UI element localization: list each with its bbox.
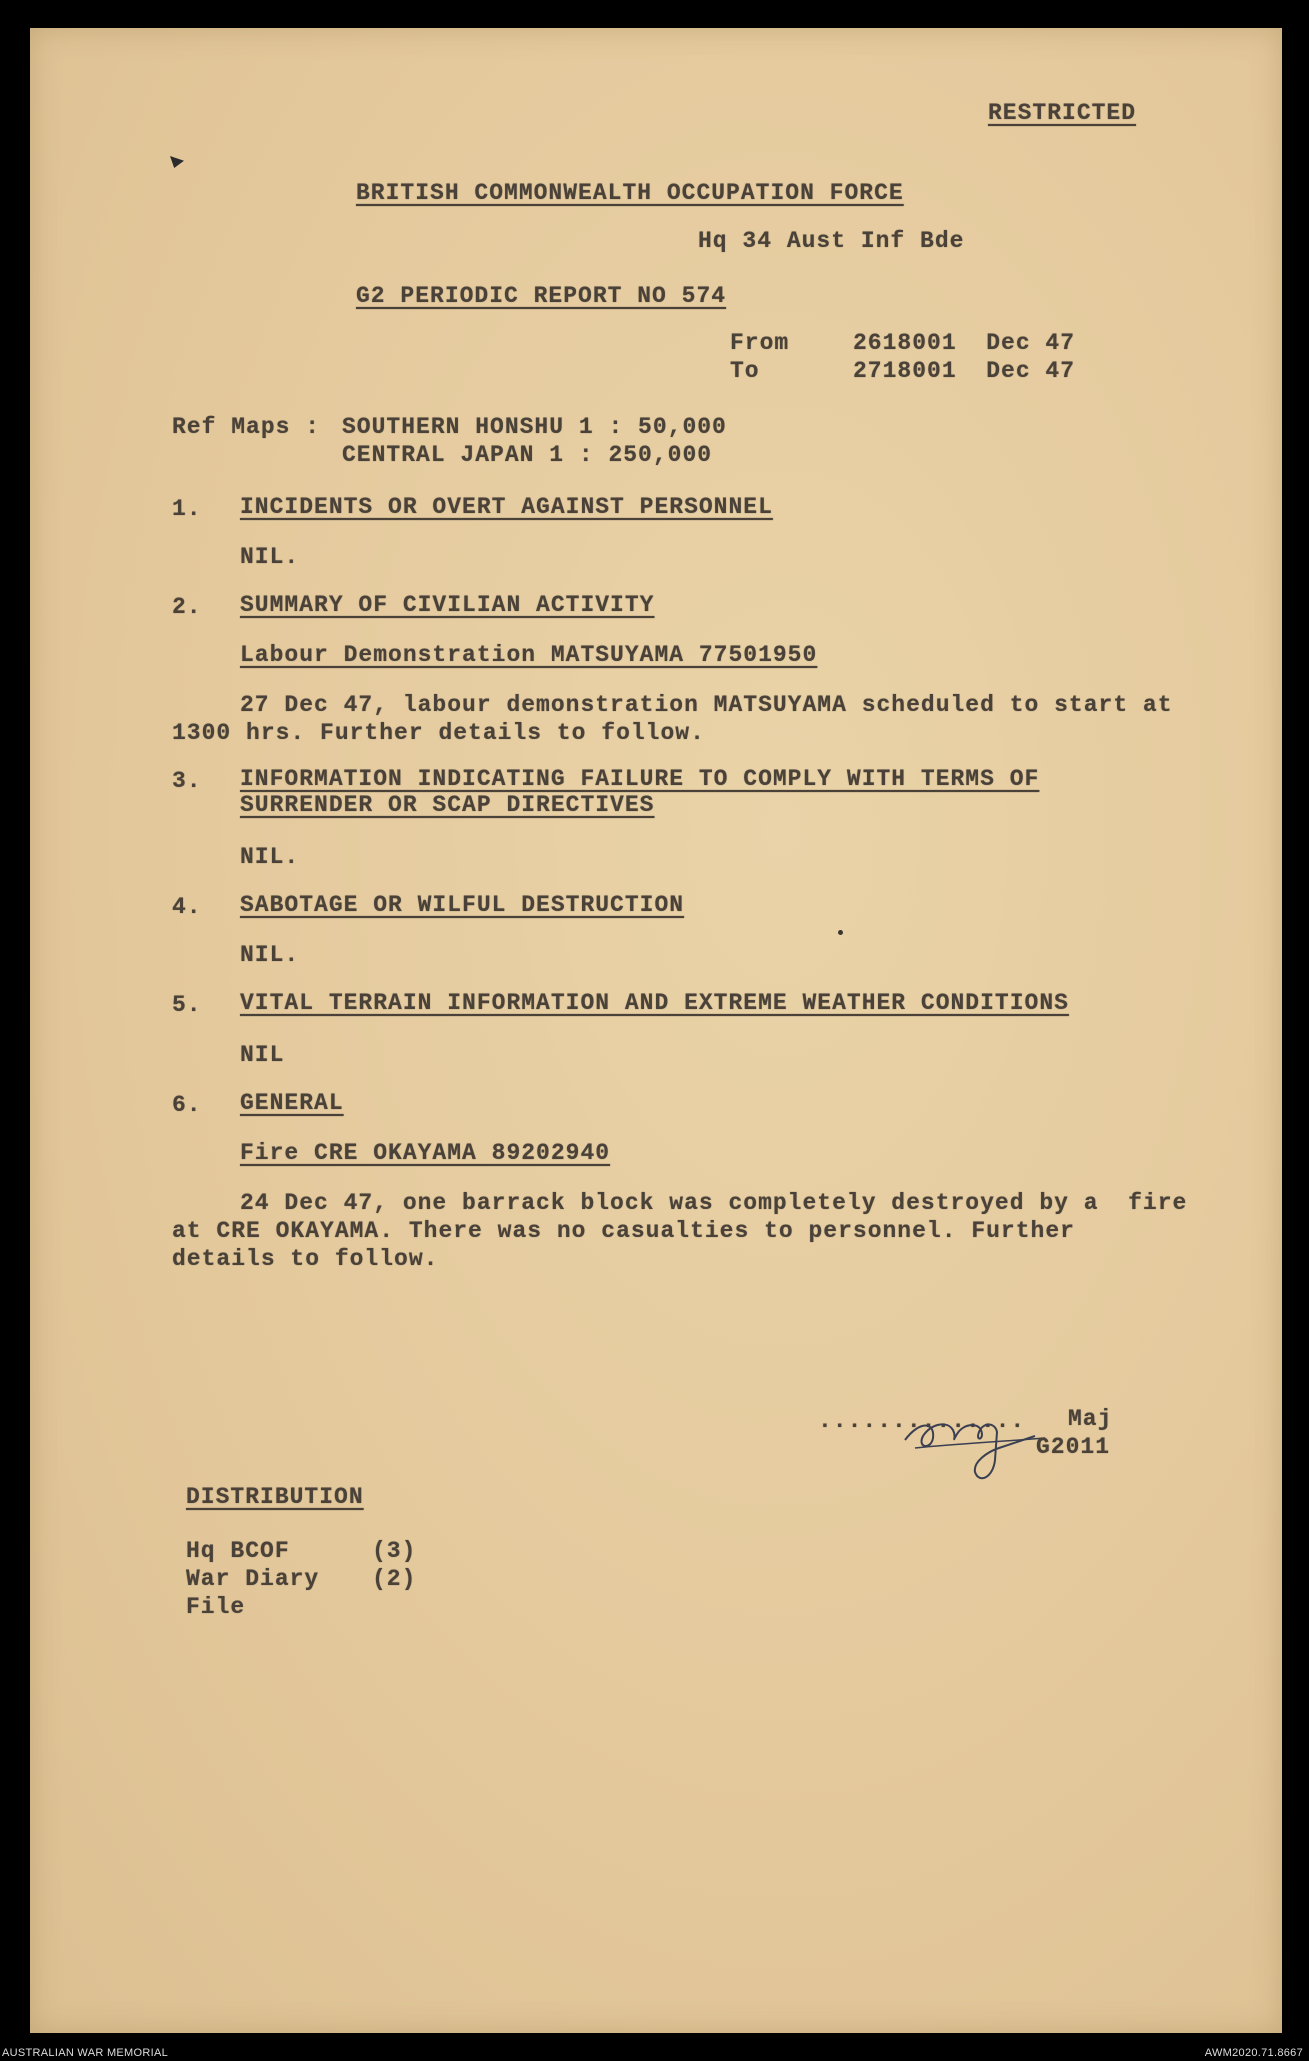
section-3-heading-line1: INFORMATION INDICATING FAILURE TO COMPLY WITH TERMS OF — [240, 766, 1040, 792]
section-6-body-line3: details to follow. — [172, 1246, 439, 1272]
document-page — [30, 28, 1282, 2033]
signatory-rank: Maj — [1068, 1406, 1113, 1432]
section-5-body: NIL — [240, 1042, 285, 1068]
distribution-item-name: File — [186, 1594, 246, 1620]
section-2-heading: SUMMARY OF CIVILIAN ACTIVITY — [240, 592, 655, 618]
section-2-body-line2: 1300 hrs. Further details to follow. — [172, 720, 705, 746]
distribution-heading: DISTRIBUTION — [186, 1484, 364, 1510]
section-2-number: 2. — [172, 594, 202, 620]
section-4-number: 4. — [172, 894, 202, 920]
ref-maps-label: Ref Maps : — [172, 414, 321, 440]
from-label: From — [730, 330, 790, 356]
section-3-number: 3. — [172, 768, 202, 794]
section-1-number: 1. — [172, 496, 202, 522]
section-1-heading: INCIDENTS OR OVERT AGAINST PERSONNEL — [240, 494, 773, 520]
section-6-heading: GENERAL — [240, 1090, 344, 1116]
footer-right: AWM2020.71.8667 — [1204, 2047, 1303, 2059]
ref-map-2: CENTRAL JAPAN 1 : 250,000 — [342, 442, 713, 468]
footer-left: AUSTRALIAN WAR MEMORIAL — [2, 2047, 169, 2059]
section-4-heading: SABOTAGE OR WILFUL DESTRUCTION — [240, 892, 685, 918]
to-value: 2718001 Dec 47 — [853, 358, 1076, 384]
distribution-item-name: Hq BCOF — [186, 1538, 290, 1564]
section-6-subheading: Fire CRE OKAYAMA 89202940 — [240, 1140, 611, 1166]
report-title: G2 PERIODIC REPORT NO 574 — [356, 283, 727, 309]
section-6-body-line1: 24 Dec 47, one barrack block was completely destroyed by a fire — [240, 1190, 1188, 1216]
section-2-subheading: Labour Demonstration MATSUYAMA 77501950 — [240, 642, 818, 668]
section-2-body-line1: 27 Dec 47, labour demonstration MATSUYAMA scheduled to start at — [240, 692, 1173, 718]
distribution-item-name: War Diary — [186, 1566, 320, 1592]
classification-stamp: RESTRICTED — [988, 100, 1137, 126]
signature-dots: .............. — [818, 1408, 1026, 1434]
ink-spot — [838, 930, 843, 935]
distribution-item-copies: (3) — [372, 1538, 417, 1564]
pencil-mark — [170, 156, 184, 168]
ref-map-1: SOUTHERN HONSHU 1 : 50,000 — [342, 414, 727, 440]
section-5-heading: VITAL TERRAIN INFORMATION AND EXTREME WEATHER CONDITIONS — [240, 990, 1069, 1016]
from-value: 2618001 Dec 47 — [853, 330, 1076, 356]
organisation-title: BRITISH COMMONWEALTH OCCUPATION FORCE — [356, 180, 904, 206]
distribution-item-copies: (2) — [372, 1566, 417, 1592]
section-5-number: 5. — [172, 992, 202, 1018]
section-3-heading-line2: SURRENDER OR SCAP DIRECTIVES — [240, 792, 655, 818]
section-6-number: 6. — [172, 1092, 202, 1118]
signatory-appointment: G2011 — [1036, 1434, 1111, 1460]
to-label: To — [730, 358, 760, 384]
section-6-body-line2: at CRE OKAYAMA. There was no casualties to personnel. Further — [172, 1218, 1075, 1244]
section-3-body: NIL. — [240, 844, 300, 870]
unit-name: Hq 34 Aust Inf Bde — [698, 228, 965, 254]
section-4-body: NIL. — [240, 942, 300, 968]
section-1-body: NIL. — [240, 544, 300, 570]
